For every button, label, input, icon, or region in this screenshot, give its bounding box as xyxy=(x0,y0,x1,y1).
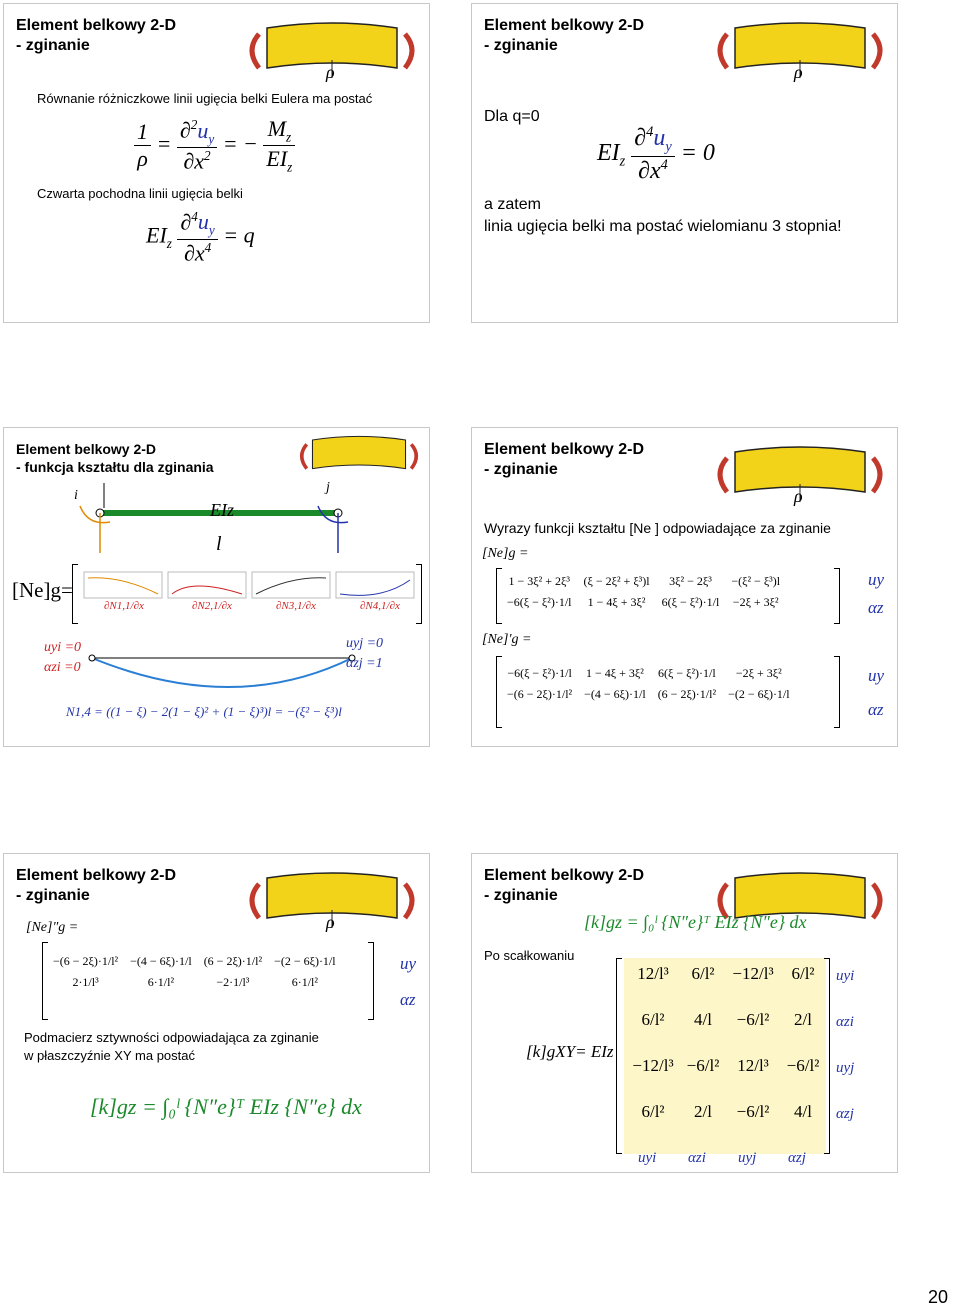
az-j-bc: αzj =1 xyxy=(346,656,383,671)
stiffness-col-label: αzi xyxy=(688,1150,706,1166)
shape-function-plots xyxy=(82,570,418,600)
text-therefore: a zatem xyxy=(484,196,541,213)
stiffness-cell: 6/l² xyxy=(641,1010,665,1029)
stiffness-cell: 6/l² xyxy=(641,1102,665,1121)
length-label: l xyxy=(216,533,222,555)
matrix-cell: −2ξ + 3ξ² xyxy=(732,595,779,609)
matrix-cell: 1 − 4ξ + 3ξ² xyxy=(585,666,644,680)
page-number: 20 xyxy=(927,1287,948,1307)
matrix-cell: 2·1/l³ xyxy=(72,975,99,989)
stiffness-cell: 6/l² xyxy=(691,964,715,983)
slide-title: Element belkowy 2-D - zginanie xyxy=(484,867,645,904)
matrix-row xyxy=(48,952,341,971)
matrix-cell: −6(ξ − ξ²)·1/l xyxy=(507,595,572,609)
deriv-label-2: ∂N2,1/∂x xyxy=(192,600,232,612)
matrix-row xyxy=(502,664,795,683)
matrix-cell: −2ξ + 3ξ² xyxy=(735,666,782,680)
slide-2 xyxy=(471,3,898,323)
ne-second-label: [Ne]″g = xyxy=(26,920,79,935)
text-plane-xy: w płaszczyźnie XY ma postać xyxy=(24,1048,195,1063)
matrix-bracket-right xyxy=(416,564,422,624)
matrix-row xyxy=(502,593,785,612)
deriv-label-3: ∂N3,1/∂x xyxy=(276,600,316,612)
slide-6 xyxy=(471,853,898,1173)
stiffness-cell: −12/l³ xyxy=(632,1056,674,1075)
beam-element-diagram xyxy=(64,478,404,568)
matrix-cell: 3ξ² − 2ξ³ xyxy=(669,574,712,588)
deriv-label-4: ∂N4,1/∂x xyxy=(360,600,400,612)
stiffness-row-label: αzj xyxy=(836,1106,854,1122)
deflection-curve xyxy=(84,646,364,706)
slide-title: Element belkowy 2-D - zginanie xyxy=(484,441,645,478)
matrix-cell: 6(ξ − ξ²)·1/l xyxy=(661,595,720,609)
matrix-cell: 6·1/l² xyxy=(291,975,318,989)
slide-3 xyxy=(3,427,430,747)
text-fourth-derivative: Czwarta pochodna linii ugięcia belki xyxy=(37,186,243,201)
matrix-row xyxy=(502,685,795,704)
equation-homogeneous: $EI_z$ $\frac{\partial^4u_y}{\partial x^4}$ = 0 xyxy=(597,124,715,184)
second-deriv-matrix xyxy=(46,950,343,994)
ne-g-label: [Ne]g = xyxy=(482,546,529,561)
stiffness-col-label: uyi xyxy=(638,1150,657,1166)
matrix-cell: −(2 − 6ξ)·1/l xyxy=(728,687,790,701)
slide-4 xyxy=(471,427,898,747)
matrix-row xyxy=(48,973,341,992)
rho-symbol: ρ xyxy=(326,62,335,82)
uy-j-bc: uyj =0 xyxy=(346,636,384,651)
matrix-row xyxy=(502,572,785,591)
slide-1 xyxy=(3,3,430,323)
slide-title: Element belkowy 2-D - zginanie xyxy=(16,17,177,54)
stiffness-label: EIz xyxy=(210,500,234,520)
matrix-cell: (6 − 2ξ)·1/l² xyxy=(657,687,717,701)
row-label-az: αz xyxy=(400,990,416,1009)
matrix-bracket-left xyxy=(72,564,78,624)
row-label-uy: uy xyxy=(868,570,885,589)
stiffness-integral: [k]gz = ∫₀ˡ {N″e}ᵀ EIz {N″e} dx xyxy=(584,912,807,932)
stiffness-integral: [k]gz = ∫₀ˡ {N″e}ᵀ EIz {N″e} dx xyxy=(90,1094,362,1119)
shape-formula: N1,4 = ((1 − ξ) − 2(1 − ξ)² + (1 − ξ)³)l = −(ξ² − ξ³)l xyxy=(66,704,342,719)
matrix-cell: −(4 − 6ξ)·1/l xyxy=(130,954,192,968)
matrix-cell: (ξ − 2ξ² + ξ³)l xyxy=(583,574,650,588)
matrix-cell: −6(ξ − ξ²)·1/l xyxy=(507,666,572,680)
rho-symbol: ρ xyxy=(794,62,803,82)
uy-i-bc: uyi =0 xyxy=(44,640,82,655)
slide-title: Element belkowy 2-D - zginanie xyxy=(484,17,645,54)
text-cubic: linia ugięcia belki ma postać wielomianu 3 stopnia! xyxy=(484,218,842,235)
equation-curvature: $\frac{1}{\rho}$ = $\frac{\partial^2u_y}{\partial x^2}$ = − $\frac{M_z}{EI_z}$ xyxy=(134,116,295,176)
stiffness-cell: −6/l² xyxy=(736,1010,770,1029)
text-shape-terms: Wyrazy funkcji kształtu [Ne ] odpowiadające za zginanie xyxy=(484,520,831,536)
matrix-cell: −(ξ² − ξ³)l xyxy=(731,574,781,588)
text-q-zero: Dla q=0 xyxy=(484,108,540,125)
matrix2-bracket-right xyxy=(834,656,840,728)
stiffness-row-label: uyi xyxy=(836,968,855,984)
row-label-uy: uy xyxy=(868,666,885,685)
stiffness-cell: 4/l xyxy=(694,1010,712,1029)
az-i-bc: αzi =0 xyxy=(44,660,81,675)
matrix-cell: −2·1/l³ xyxy=(216,975,250,989)
slide-5 xyxy=(3,853,430,1173)
matrix-cell: −(2 − 6ξ)·1/l xyxy=(274,954,336,968)
k-gxy-label: [k]gXY= EIz xyxy=(526,1042,614,1061)
text-stiffness-submatrix: Podmacierz sztywności odpowiadająca za zginanie xyxy=(24,1030,319,1045)
shape-matrix-1 xyxy=(500,570,787,614)
matrix-cell: (6 − 2ξ)·1/l² xyxy=(203,954,263,968)
row-label-uy: uy xyxy=(400,954,417,973)
stiffness-cell: −6/l² xyxy=(786,1056,820,1075)
matrix1-bracket-right xyxy=(834,568,840,624)
slide-title: Element belkowy 2-D - zginanie xyxy=(16,867,177,904)
ne-prime-label: [Ne]′g = xyxy=(482,632,532,647)
rho-symbol: ρ xyxy=(794,486,803,506)
matrix-cell: 1 − 4ξ + 3ξ² xyxy=(587,595,646,609)
stiffness-col-label: uyj xyxy=(738,1150,757,1166)
text-euler: Równanie różniczkowe linii ugięcia belki Eulera ma postać xyxy=(37,91,373,106)
ne-label: [Ne]g= xyxy=(12,578,73,602)
stiffness-cell: 2/l xyxy=(694,1102,712,1121)
matrix-cell: 6(ξ − ξ²)·1/l xyxy=(658,666,716,680)
stiffness-cell: 6/l² xyxy=(791,964,815,983)
equation-fourth: $EI_z$ $\frac{\partial^4u_y}{\partial x^4}$ = q xyxy=(146,209,255,266)
slide-title: Element belkowy 2-D - funkcja kształtu dla zginania xyxy=(16,441,214,475)
matrix-bracket-left xyxy=(616,958,622,1154)
stiffness-cell: −6/l² xyxy=(736,1102,770,1121)
stiffness-cell: −6/l² xyxy=(686,1056,720,1075)
node-i-label: i xyxy=(74,488,78,503)
row-label-az: αz xyxy=(868,700,884,719)
matrix-bracket-right xyxy=(368,942,374,1020)
stiffness-cell: 12/l³ xyxy=(637,964,669,983)
matrix-cell: −(6 − 2ξ)·1/l² xyxy=(53,954,119,968)
stiffness-cell: 4/l xyxy=(794,1102,812,1121)
matrix-cell: −(6 − 2ξ)·1/l² xyxy=(507,687,573,701)
stiffness-cell: −12/l³ xyxy=(732,964,774,983)
text-after-integration: Po scałkowaniu xyxy=(484,948,575,963)
stiffness-row-label: αzi xyxy=(836,1014,854,1030)
rho-symbol: ρ xyxy=(326,912,335,932)
node-j-label: j xyxy=(326,480,330,495)
stiffness-col-label: αzj xyxy=(788,1150,806,1166)
stiffness-row-label: uyj xyxy=(836,1060,855,1076)
matrix-cell: 1 − 3ξ² + 2ξ³ xyxy=(508,574,570,588)
matrix-cell: −(4 − 6ξ)·1/l xyxy=(584,687,646,701)
matrix-cell: 6·1/l² xyxy=(147,975,175,989)
stiffness-cell: 2/l xyxy=(794,1010,812,1029)
shape-matrix-2 xyxy=(500,662,797,706)
row-label-az: αz xyxy=(868,598,884,617)
bent-beam-icon xyxy=(291,434,427,476)
stiffness-cell: 12/l³ xyxy=(737,1056,769,1075)
deriv-label-1: ∂N1,1/∂x xyxy=(104,600,144,612)
